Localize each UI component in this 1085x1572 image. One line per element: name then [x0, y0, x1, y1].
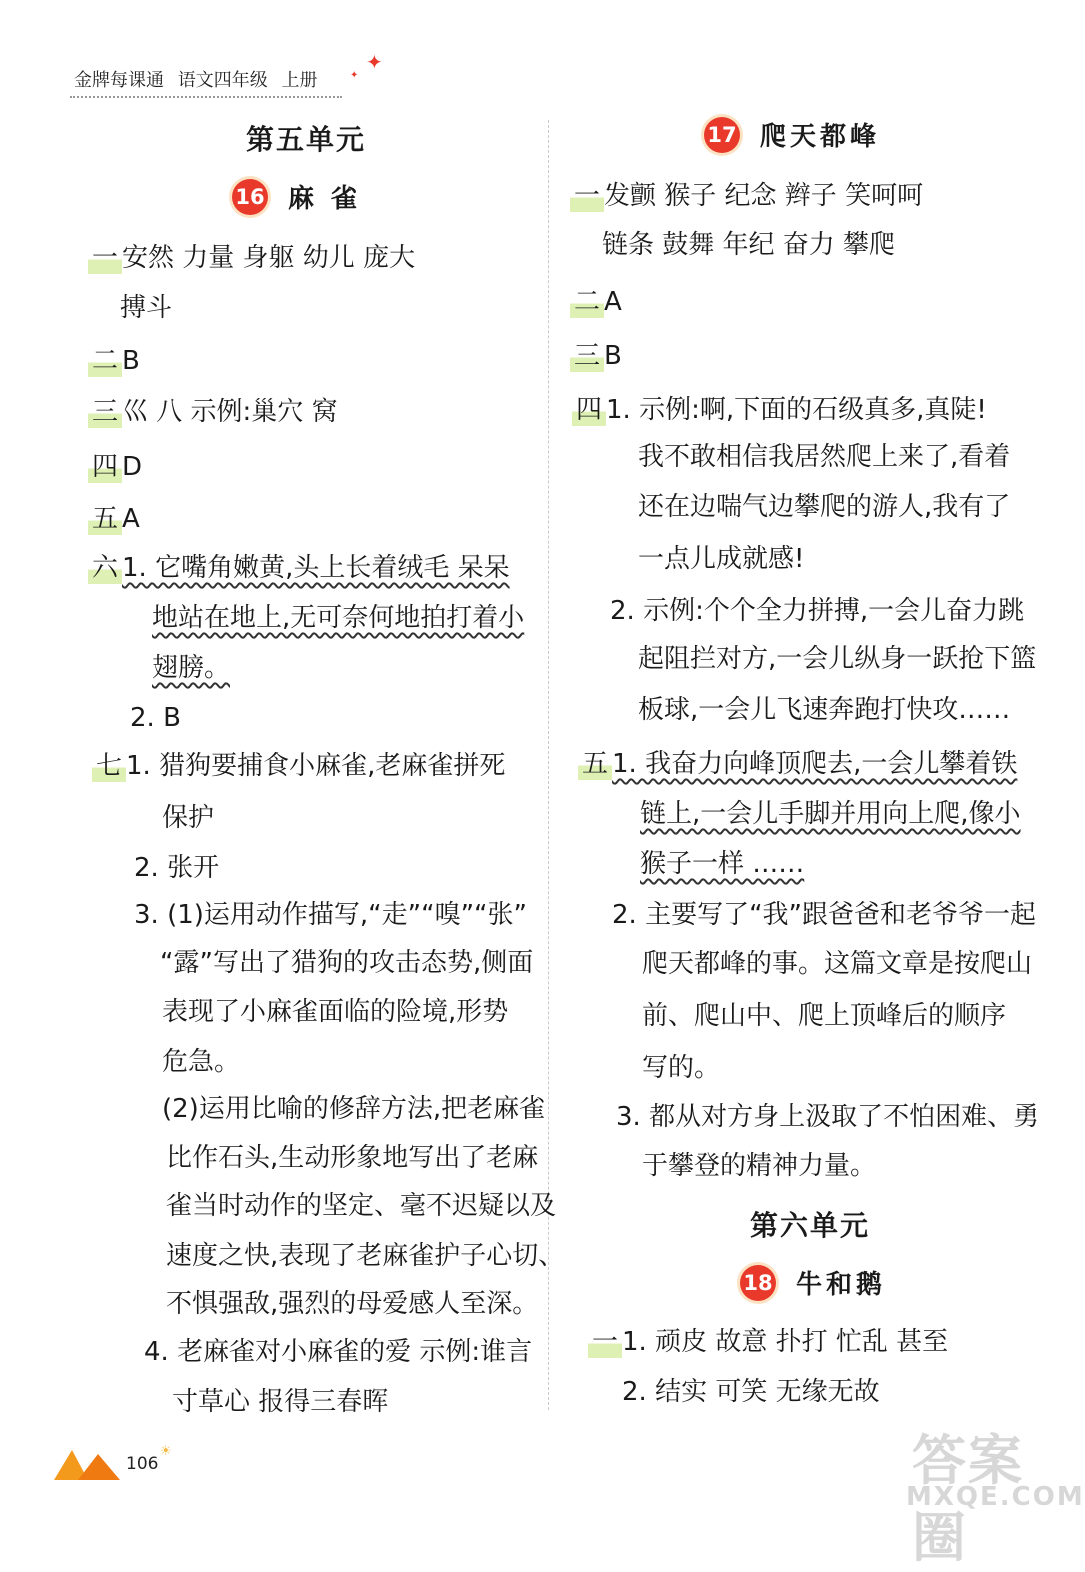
q7-p1-line2: 保护 [162, 803, 215, 833]
q3-number: 三 [88, 396, 122, 428]
q7-p1-line1: 1. 猎狗要捕食小麻雀,老麻雀拼死 [126, 751, 506, 781]
q2-number: 二 [88, 345, 122, 377]
r-q5-p1-line1: 1. 我奋力向峰顶爬去,一会儿攀着铁 [612, 749, 1018, 779]
r-q4-line1 [572, 394, 987, 426]
q3-line [88, 396, 338, 428]
q6-number: 六 [88, 552, 122, 584]
star-icon: ✦ [366, 50, 383, 74]
lesson-title: 麻 雀 [288, 184, 362, 214]
r-q4-p1-line2: 我不敢相信我居然爬上来了,看着 [638, 442, 1011, 472]
lesson-number-badge: 18 [740, 1265, 776, 1301]
r-q5-number: 五 [578, 748, 612, 780]
r-q5-p3-line2: 于攀登的精神力量。 [642, 1151, 877, 1181]
header-book-name: 金牌每课通 [74, 70, 164, 91]
r-q3-number: 三 [570, 340, 604, 372]
r-q3-line [570, 340, 622, 372]
lesson-title: 牛和鹅 [796, 1270, 887, 1300]
q7-p4-line2: 寸草心 报得三春晖 [172, 1387, 389, 1417]
header-rule [70, 96, 342, 98]
q7-p2: 2. 张开 [134, 853, 220, 883]
r-q2-line [570, 286, 622, 318]
q7-p3-line2: “露”写出了猎狗的攻击态势,侧面 [160, 948, 534, 978]
q3-answer: 巛 八 示例:巢穴 窝 [122, 397, 338, 427]
r-q18-number: 一 [588, 1326, 622, 1358]
q7-p3-line1: 3. (1)运用动作描写,“走”“嗅”“张” [134, 900, 527, 930]
watermark-url: MXQE.COM [906, 1482, 1085, 1512]
q7-line1 [92, 750, 505, 782]
q7-p3-line4: 危急。 [162, 1047, 241, 1077]
r-q5-p3-line1: 3. 都从对方身上汲取了不怕困难、勇 [616, 1102, 1040, 1132]
lesson-title: 爬天都峰 [760, 122, 881, 152]
lesson-number-badge: 16 [232, 179, 268, 215]
q6-answer-line3: 翅膀。 [152, 653, 231, 683]
mountain-logo-icon [54, 1444, 120, 1480]
q6-part2: 2. B [130, 703, 181, 733]
r-q5-p1-line3: 猴子一样 …… [640, 849, 805, 879]
q7-p3-line7: 雀当时动作的坚定、毫不迟疑以及 [166, 1191, 557, 1221]
star-small-icon: ✦ [350, 70, 359, 81]
q7-p3-line3: 表现了小麻雀面临的险境,形势 [162, 997, 509, 1027]
r-q4-p2-line3: 板球,一会儿飞速奔跑打快攻…… [638, 695, 1011, 725]
header-book [74, 66, 317, 92]
r-q4-p2-line1: 2. 示例:个个全力拼搏,一会儿奋力跳 [610, 596, 1025, 626]
r-q4-p1-line4: 一点儿成就感! [638, 544, 805, 574]
q7-p3-line5: (2)运用比喻的修辞方法,把老麻雀 [162, 1094, 546, 1124]
q4-answer: D [122, 452, 143, 482]
q7-p3-line9: 不惧强敌,强烈的母爱感人至深。 [166, 1289, 539, 1319]
r-q1-number: 一 [570, 180, 604, 212]
r-q18-line1 [588, 1326, 948, 1358]
page-number: 106 [126, 1454, 159, 1474]
q2-line [88, 345, 140, 377]
q7-p3-line8: 速度之快,表现了老麻雀护子心切、 [166, 1241, 565, 1271]
unit-title: 第五单元 [246, 123, 367, 156]
r-q18-answer1: 1. 顽皮 故意 扑打 忙乱 甚至 [622, 1327, 949, 1357]
r-q4-p1-line1: 1. 示例:啊,下面的石级真多,真陡! [606, 395, 987, 425]
r-q5-line1 [578, 748, 1017, 780]
r-q5-p2-line2: 爬天都峰的事。这篇文章是按爬山 [642, 949, 1033, 979]
r-q2-number: 二 [570, 286, 604, 318]
unit6-title: 第六单元 [750, 1209, 871, 1242]
q7-p3-line6: 比作石头,生动形象地写出了老麻 [166, 1143, 539, 1173]
r-q1-answer: 发颤 猴子 纪念 辫子 笑呵呵 [604, 181, 924, 211]
r-q18-line2: 2. 结实 可笑 无缘无故 [622, 1377, 880, 1407]
r-q2-answer: A [604, 287, 622, 317]
lesson-number-badge: 17 [704, 117, 740, 153]
q6-answer-line2: 地站在地上,无可奈何地拍打着小 [152, 603, 525, 633]
r-q1-line2: 链条 鼓舞 年纪 奋力 攀爬 [602, 230, 896, 260]
q4-line [88, 451, 142, 483]
r-q3-answer: B [604, 341, 622, 371]
q2-answer: B [122, 346, 140, 376]
header-volume: 上册 [281, 70, 318, 91]
q1-number: 一 [88, 242, 122, 274]
watermark-logo: 答案圈 [912, 1429, 1024, 1569]
r-q5-p1-line2: 链上,一会儿手脚并用向上爬,像小 [640, 799, 1021, 829]
q4-number: 四 [88, 451, 122, 483]
lesson-18-heading [740, 1264, 886, 1301]
sun-icon: ☀ [160, 1444, 172, 1459]
lesson-17-heading [704, 116, 880, 153]
q5-number: 五 [88, 503, 122, 535]
r-q5-p2-line4: 写的。 [642, 1053, 721, 1083]
q1-line2: 搏斗 [120, 293, 173, 323]
q5-line [88, 503, 140, 535]
q7-number: 七 [92, 750, 126, 782]
header-subject: 语文四年级 [177, 70, 268, 91]
q7-p4-line1: 4. 老麻雀对小麻雀的爱 示例:谁言 [144, 1337, 533, 1367]
r-q4-number: 四 [572, 394, 606, 426]
q6-line1 [88, 552, 510, 584]
q6-answer-line1: 1. 它嘴角嫩黄,头上长着绒毛 呆呆 [122, 553, 510, 583]
r-q5-p2-line1: 2. 主要写了“我”跟爸爸和老爷爷一起 [612, 900, 1037, 930]
q5-answer: A [122, 504, 140, 534]
q1-answer: 安然 力量 身躯 幼儿 庞大 [122, 243, 416, 273]
r-q5-p2-line3: 前、爬山中、爬上顶峰后的顺序 [642, 1001, 1007, 1031]
r-q4-p1-line3: 还在边喘气边攀爬的游人,我有了 [638, 492, 1011, 522]
r-q1-line1 [570, 180, 923, 212]
q1-line1 [88, 242, 415, 274]
r-q4-p2-line2: 起阻拦对方,一会儿纵身一跃抢下篮 [638, 644, 1037, 674]
lesson-16-heading [232, 178, 361, 215]
